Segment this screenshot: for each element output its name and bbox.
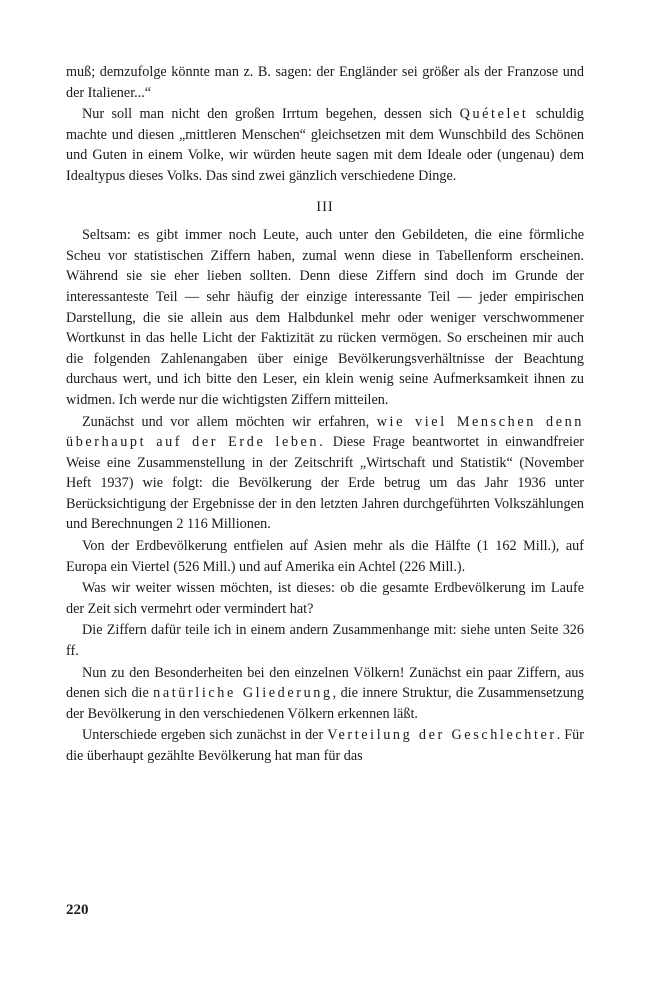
paragraph <box>66 620 584 661</box>
text-run: Was wir weiter wissen möchten, ist dieses: ob die gesamte Erdbevölkerung im Laufe der Zeit sich vermehrt oder vermindert hat? <box>66 580 584 617</box>
spaced-emphasis: wie viel Menschen denn überhaupt auf der Erde leben. <box>66 413 584 451</box>
text-run: Nun zu den Besonderheiten bei den einzelnen Völkern! Zunächst ein paar Ziffern, aus denen sich die <box>66 664 584 702</box>
spaced-emphasis: Verteilung der Geschlechter <box>327 727 557 744</box>
page-body <box>66 62 584 767</box>
text-run: Die Ziffern dafür teile ich in einem andern Zusammenhange mit: siehe unten Seite 326 ff. <box>66 622 584 660</box>
text-run: , die innere Struktur, die Zusammensetzung der Bevölkerung in den verschiedenen Völkern erkennen läßt. <box>66 685 584 722</box>
paragraph <box>66 536 584 577</box>
paragraph <box>66 412 584 536</box>
text-run: muß; demzufolge könnte man z. B. sagen: der Engländer sei größer als der Franzose und der Italiener...“ <box>66 64 584 101</box>
text-run: schuldig machte und diesen „mittleren Menschen“ gleichsetzen mit dem Wunschbild des Schönen und Guten in einem Volke, wir würden heute sagen mit dem Ideale oder (ungenau) dem Idealtypus dieses Volks. Das sind zwei gänzlich verschiedene Dinge. <box>66 106 584 184</box>
text-run: Von der Erdbevölkerung entfielen auf Asien mehr als die Hälfte (1 162 Mill.), auf Europa ein Viertel (526 Mill.) und auf Amerika ein Achtel (226 Mill.). <box>66 538 584 575</box>
text-run: Seltsam: es gibt immer noch Leute, auch unter den Gebildeten, die eine förmliche Scheu vor statistischen Ziffern haben, zumal wenn diese in Tabellenform erscheinen. Während sie sie eher lieben sollten. Denn diese Ziffern sind doch im Grunde der interessanteste Teil — sehr häufig der einzige interessante Teil — jeder empirischen Darstellung, die sie allein aus dem Halbdunkel mehr oder weniger verschwommener Wortkunst in das helle Licht der Faktizität zu rücken vermögen. So erscheinen mir auch die folgenden Zahlenangaben über einige Bevölkerungsverhältnisse der Beachtung durchaus wert, und ich bitte den Leser, ein klein wenig seine Aufmerksamkeit ihnen zu widmen. Ich werde nur die wichtigsten Ziffern mitteilen. <box>66 227 584 408</box>
paragraph <box>66 663 584 725</box>
paragraph <box>66 225 584 410</box>
spaced-emphasis: Quételet <box>459 106 529 123</box>
page-number: 220 <box>66 902 89 918</box>
spaced-emphasis: natürliche Gliederung <box>153 685 333 702</box>
text-run: Unterschiede ergeben sich zunächst in der <box>82 727 328 744</box>
text-run: Zunächst und vor allem möchten wir erfahren, <box>82 413 377 430</box>
paragraph <box>66 62 584 103</box>
paragraph <box>66 104 584 186</box>
text-run: Diese Frage beantwortet in einwandfreier Weise eine Zusammenstellung in der Zeitschrift „Wirtschaft und Statistik“ (November Heft 1937) wie folgt: die Bevölkerung der Erde betrug um das Jahr 1936 unter Berücksichtigung der Ergebnisse der in den letzten Jahren durchgeführten Volkszählungen und Berechnungen 2 116 Millionen. <box>66 434 584 533</box>
paragraph <box>66 578 584 619</box>
paragraph <box>66 725 584 766</box>
text-run: . Für die überhaupt gezählte Bevölkerung hat man für das <box>66 727 584 764</box>
section-heading: III <box>316 198 334 215</box>
text-run: Nur soll man nicht den großen Irrtum begehen, dessen sich <box>82 106 460 123</box>
